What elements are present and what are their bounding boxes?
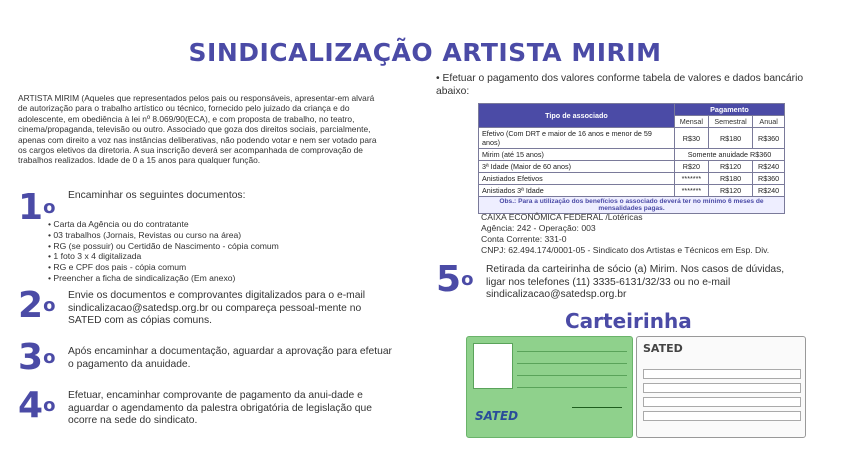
fee-cell: R$240 (753, 185, 785, 197)
fee-note: Obs.: Para a utilização dos benefícios o associado deverá ter no mínimo 6 meses de mensalidades pagas. (479, 197, 785, 214)
step-5-number: 5$^o$ (436, 259, 474, 300)
fee-cell: R$120 (708, 185, 752, 197)
step-1-number: 1$^o$ (18, 187, 56, 228)
fee-type-cell: 3ª Idade (Maior de 60 anos) (479, 161, 675, 173)
step-5-text: Retirada da carteirinha de sócio (a) Mirim. Nos casos de dúvidas, ligar nos telefones (11) 3335-6131/32/33 ou no e-mail sindicalizacao@satedsp.org.br (486, 264, 785, 301)
payment-intro-text: Efetuar o pagamento dos valores conforme tabela de valores e dados bancário abaixo: (436, 73, 804, 97)
fee-table (478, 103, 785, 214)
fee-type-cell: Anistiados Efetivos (479, 173, 675, 185)
card-field-row (643, 383, 801, 393)
fee-cell: R$240 (753, 161, 785, 173)
table-row (479, 161, 785, 173)
step-4-number: 4$^o$ (18, 385, 56, 426)
fee-cell: R$360 (753, 173, 785, 185)
card-field-row (643, 411, 801, 421)
fee-cell: R$20 (674, 161, 708, 173)
step-4-text: Efetuar, encaminhar comprovante de pagamento da anui-dade e aguardar o agendamento da palestra obrigatória de legislação que ocorre na sede do sindicato. (68, 390, 372, 427)
fee-sub-mensal: Mensal (674, 116, 708, 128)
fee-cell: R$180 (708, 173, 752, 185)
payment-intro: • Efetuar o pagamento dos valores conforme tabela de valores e dados bancário abaixo: (436, 73, 804, 97)
fee-cell: ******* (674, 173, 708, 185)
step-3-number: 3$^o$ (18, 337, 56, 378)
bank-agency: Agência: 242 - Operação: 003 (481, 223, 596, 233)
card-field-row (643, 397, 801, 407)
document-list (48, 219, 368, 284)
fee-cell: Somente anuidade R$360 (674, 149, 784, 161)
table-row (479, 173, 785, 185)
fee-type-cell: Mirim (até 15 anos) (479, 149, 675, 161)
bank-cnpj: CNPJ: 62.494.174/0001-05 - Sindicato dos Artistas e Técnicos em Esp. Div. (481, 245, 770, 255)
member-card-front (466, 336, 633, 438)
table-row (479, 185, 785, 197)
step-2-text: Envie os documentos e comprovantes digitalizados para o e-mail sindicalizacao@satedsp.org.br ou compareça pessoal-mente no SATED com as cópias comuns. (68, 290, 366, 327)
step-3-text: Após encaminhar a documentação, aguardar a aprovação para efetuar o pagamento da anuidade. (68, 346, 392, 370)
card-section-title: Carteirinha (565, 309, 692, 333)
page-title: SINDICALIZAÇÃO ARTISTA MIRIM (188, 38, 662, 67)
card-field-row (643, 369, 801, 379)
bank-info (481, 212, 769, 256)
table-row (479, 149, 785, 161)
fee-sub-semestral: Semestral (708, 116, 752, 128)
list-item: • RG (se possuir) ou Certidão de Nascimento - cópia comum (48, 241, 368, 252)
table-row (479, 128, 785, 149)
fee-sub-anual: Anual (753, 116, 785, 128)
bank-name: CAIXA ECONÔMICA FEDERAL /Lotéricas (481, 212, 643, 222)
fee-type-cell: Anistiados 3ª Idade (479, 185, 675, 197)
photo-placeholder (473, 343, 513, 389)
fee-cell: R$180 (708, 128, 752, 149)
list-item: • RG e CPF dos pais - cópia comum (48, 262, 368, 273)
list-item: • Preencher a ficha de sindicalização (Em anexo) (48, 273, 368, 284)
fee-type-cell: Efetivo (Com DRT e maior de 16 anos e menor de 59 anos) (479, 128, 675, 149)
sated-logo: SATED (475, 409, 519, 423)
fee-cell: R$120 (708, 161, 752, 173)
intro-paragraph: ARTISTA MIRIM (Aqueles que representados pelos pais ou responsáveis, apresentar-em alvará de autorização para o trabalho artístico ou técnico, fornecido pelo juizado da criança e do adolescente, em obediência à lei nº 8.069/90(ECA), e com proposta de trabalho, no teatro, cinema/propaganda, televisão ou outro. Associado que goza dos direitos sociais, parcialmente, apenas com direito a voz nas instâncias deliberativas, não podendo votar e nem ser votado para os cargos eletivos da diretoria. A sua inscrição deverá ser acompanhada de comprovação de trabalhos realizados. Idade de 0 a 15 anos para qualquer função. (18, 93, 377, 166)
bank-account: Conta Corrente: 331-0 (481, 234, 567, 244)
list-item: • Carta da Agência ou do contratante (48, 219, 368, 230)
member-card-back (636, 336, 806, 438)
card-fields (517, 343, 627, 391)
list-item: • 03 trabalhos (Jornais, Revistas ou curso na área) (48, 230, 368, 241)
signature-line (572, 399, 622, 408)
sated-logo-back: SATED (643, 342, 683, 355)
fee-cell: ******* (674, 185, 708, 197)
fee-cell: R$360 (753, 128, 785, 149)
step-1-text: Encaminhar os seguintes documentos: (68, 190, 246, 201)
step-2-number: 2$^o$ (18, 285, 56, 326)
fee-header-payment: Pagamento (674, 104, 784, 116)
list-item: • 1 foto 3 x 4 digitalizada (48, 251, 368, 262)
fee-header-type: Tipo de associado (479, 104, 675, 128)
fee-cell: R$30 (674, 128, 708, 149)
